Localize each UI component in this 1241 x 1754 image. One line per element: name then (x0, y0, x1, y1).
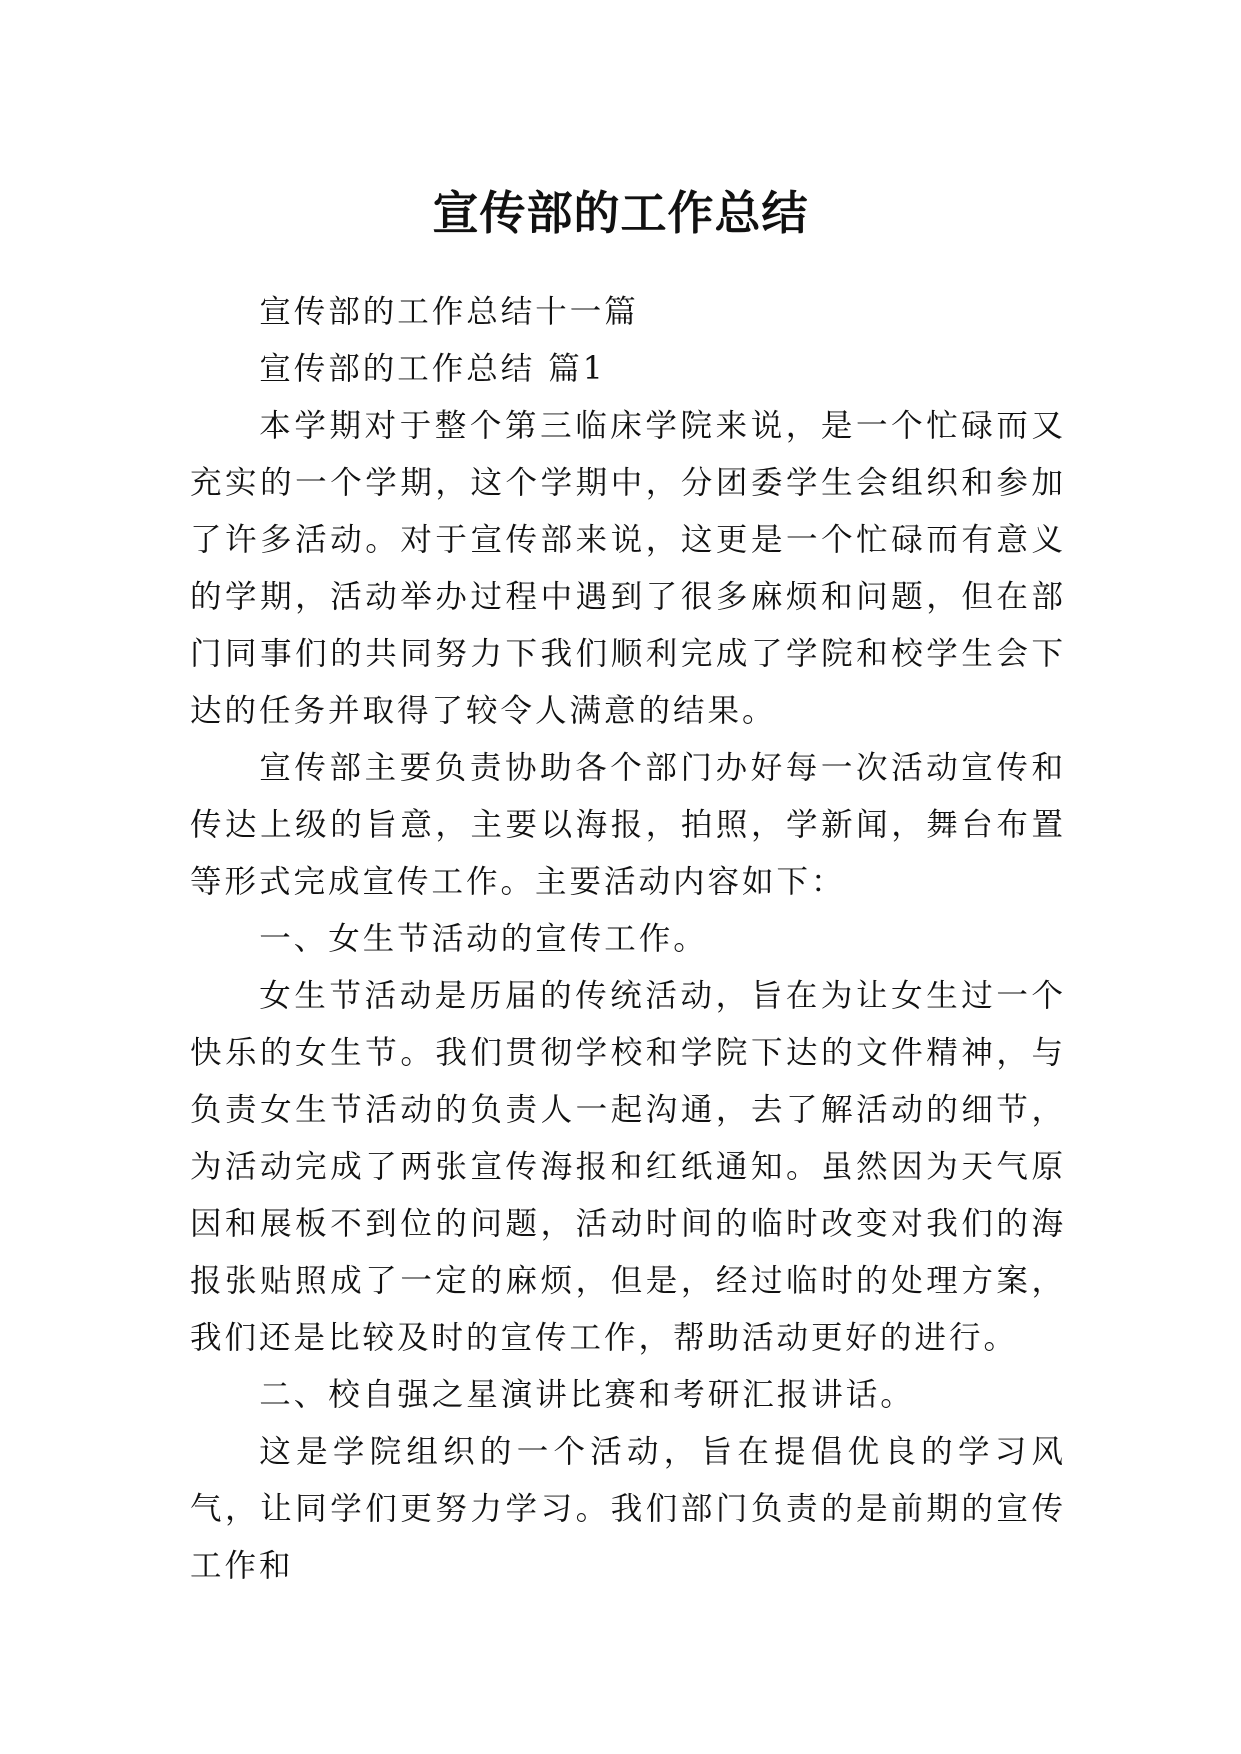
document-body (190, 284, 1066, 1595)
list-heading: 一、女生节活动的宣传工作。 (259, 921, 708, 957)
body-paragraph: 本学期对于整个第三临床学院来说，是一个忙碌而又充实的一个学期，这个学期中，分团委学生会组织和参加了许多活动。对于宣传部来说，这更是一个忙碌而有意义的学期，活动举办过程中遇到了很多麻烦和问题，但在部门同事们的共同努力下我们顺利完成了学院和校学生会下达的任务并取得了较令人满意的结果。 (190, 408, 1066, 729)
document-title: 宣传部的工作总结 (432, 185, 809, 240)
section-heading: 宣传部的工作总结 篇1 (259, 351, 606, 387)
subtitle-line: 宣传部的工作总结十一篇 (259, 294, 639, 330)
body-paragraph: 这是学院组织的一个活动，旨在提倡优良的学习风气，让同学们更努力学习。我们部门负责的是前期的宣传工作和 (190, 1434, 1066, 1584)
list-heading: 二、校自强之星演讲比赛和考研汇报讲话。 (259, 1377, 915, 1413)
body-paragraph: 女生节活动是历届的传统活动，旨在为让女生过一个快乐的女生节。我们贯彻学校和学院下达的文件精神，与负责女生节活动的负责人一起沟通，去了解活动的细节，为活动完成了两张宣传海报和红纸通知。虽然因为天气原因和展板不到位的问题，活动时间的临时改变对我们的海报张贴照成了一定的麻烦，但是，经过临时的处理方案，我们还是比较及时的宣传工作，帮助活动更好的进行。 (190, 978, 1066, 1356)
body-paragraph: 宣传部主要负责协助各个部门办好每一次活动宣传和传达上级的旨意，主要以海报，拍照，学新闻，舞台布置等形式完成宣传工作。主要活动内容如下： (190, 750, 1066, 900)
